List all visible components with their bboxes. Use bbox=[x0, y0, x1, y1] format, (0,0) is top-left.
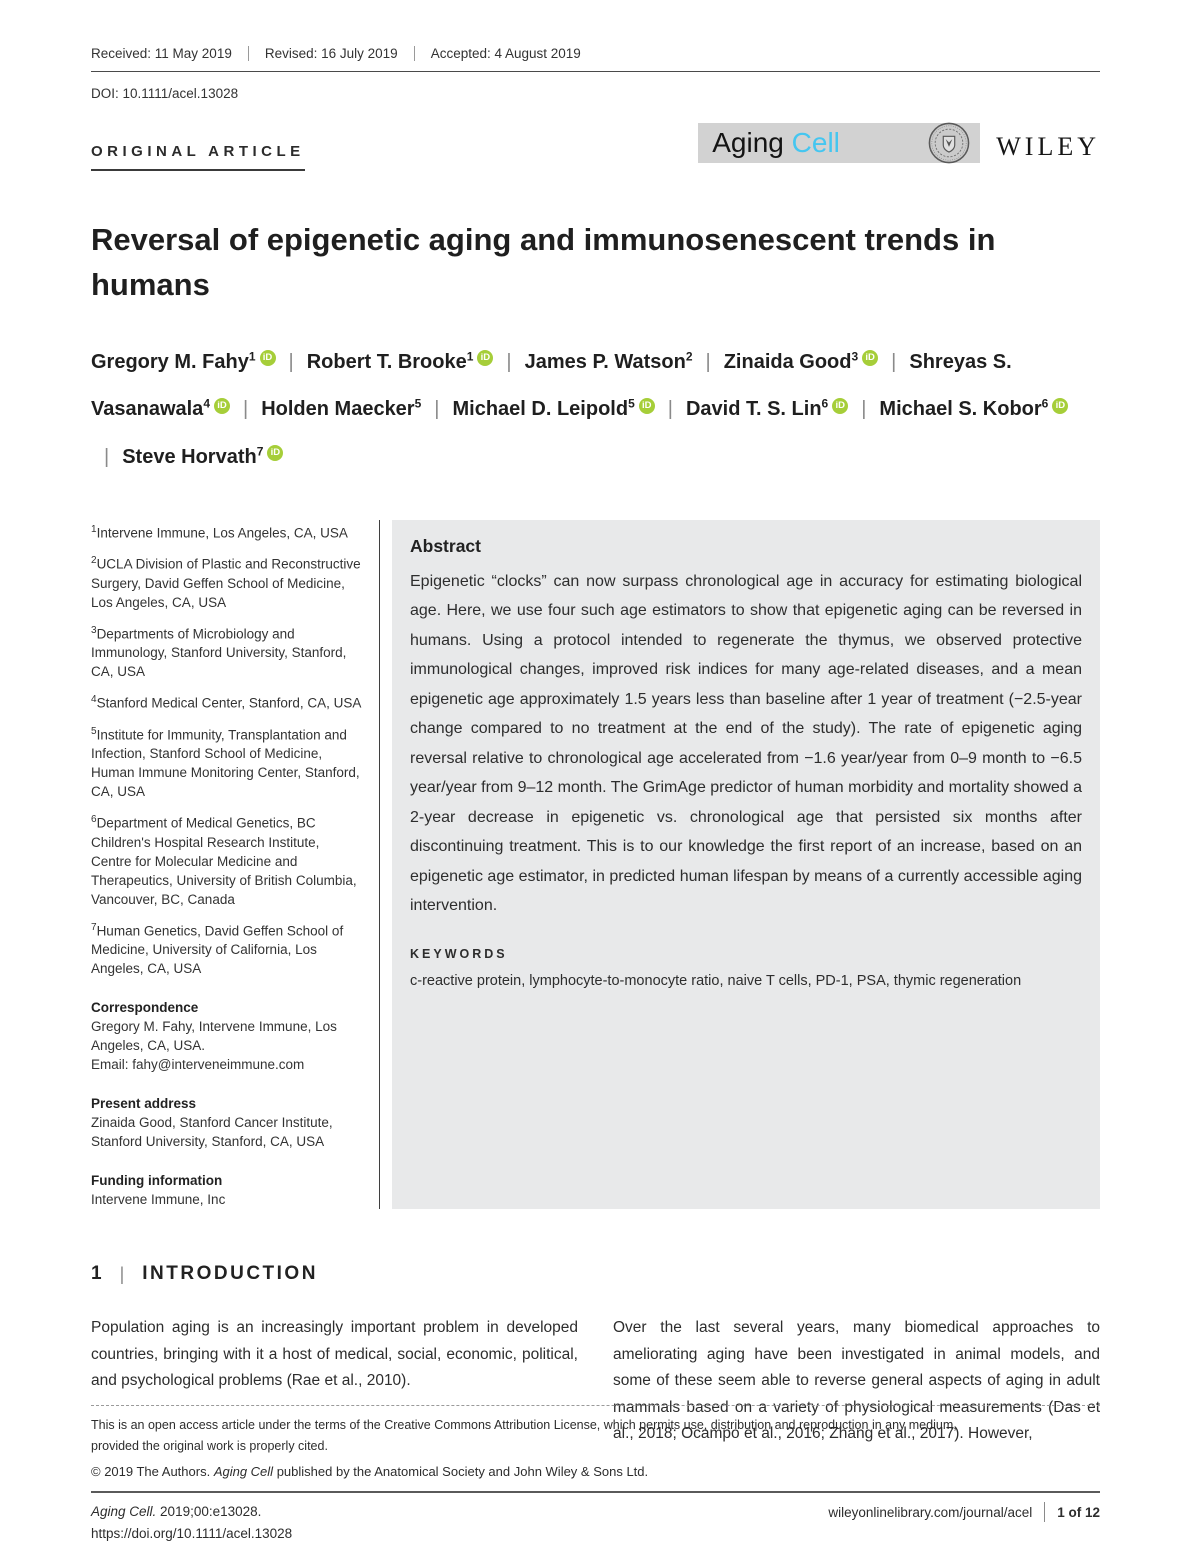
journal-name bbox=[712, 127, 840, 159]
section-heading-text: INTRODUCTION bbox=[142, 1263, 318, 1285]
author-separator: | bbox=[705, 350, 711, 373]
funding-block bbox=[91, 1171, 363, 1209]
author-separator: | bbox=[104, 445, 110, 468]
affiliation-column bbox=[91, 520, 379, 1210]
author-name: Michael D. Leipold$^5$ iD bbox=[452, 398, 654, 420]
author-separator: | bbox=[434, 398, 440, 421]
journal-name-black: Aging bbox=[712, 127, 792, 158]
affiliation-number: 4 bbox=[91, 694, 97, 706]
author-separator: | bbox=[861, 398, 867, 421]
correspondence-block bbox=[91, 998, 363, 1074]
funding-heading: Funding information bbox=[91, 1173, 223, 1189]
author-affiliation-number: 1 bbox=[248, 349, 256, 363]
affiliation-number: 1 bbox=[91, 523, 97, 535]
present-address-block bbox=[91, 1094, 363, 1151]
footer-divider bbox=[1044, 1502, 1045, 1522]
author-affiliation-number: 1 bbox=[466, 349, 474, 363]
orcid-icon[interactable]: iD bbox=[639, 398, 655, 414]
affiliation-number: 2 bbox=[91, 555, 97, 567]
open-access-statement bbox=[91, 1405, 1100, 1483]
orcid-icon[interactable]: iD bbox=[832, 398, 848, 414]
affiliation-item: $^2$UCLA Division of Plastic and Reconstructive Surgery, David Geffen School of Medicine, Los Angeles, CA, USA bbox=[91, 555, 361, 610]
author-separator: | bbox=[891, 350, 897, 373]
author-name: Shreyas S. Vasanawala$^4$ iD bbox=[91, 350, 1012, 421]
affiliation-number: 6 bbox=[91, 814, 97, 826]
copyright-post: published by the Anatomical Society and John Wiley & Sons Ltd. bbox=[273, 1463, 649, 1479]
author-name: James P. Watson$^2$ bbox=[524, 349, 693, 373]
author-affiliation-number: 4 bbox=[203, 396, 210, 411]
affiliations-and-abstract bbox=[91, 520, 1100, 1210]
section-number: 1 bbox=[91, 1263, 102, 1285]
present-address-heading: Present address bbox=[91, 1096, 197, 1112]
correspondence-heading: Correspondence bbox=[91, 1000, 199, 1016]
author-affiliation-number: 5 bbox=[414, 396, 422, 411]
affiliation-item: $^1$Intervene Immune, Los Angeles, CA, USA bbox=[91, 523, 348, 541]
orcid-icon[interactable]: iD bbox=[267, 445, 283, 461]
brand-row bbox=[91, 123, 1100, 185]
citation-bar bbox=[91, 1491, 1100, 1545]
open-access-line2: provided the original work is properly cited. bbox=[91, 1439, 328, 1453]
copyright-pre: © 2019 The Authors. bbox=[91, 1463, 214, 1479]
author-separator: | bbox=[288, 350, 294, 373]
funding-text: Intervene Immune, Inc bbox=[91, 1192, 226, 1208]
citation-line bbox=[91, 1501, 292, 1523]
affiliation-item: $^3$Departments of Microbiology and Immunology, Stanford University, Stanford, CA, USA bbox=[91, 624, 347, 680]
author-name: David T. S. Lin$^6$ iD bbox=[686, 398, 848, 420]
page-number: 1 of 12 bbox=[1057, 1504, 1100, 1520]
author-separator: | bbox=[243, 398, 249, 421]
author-list bbox=[91, 335, 1100, 478]
keywords-text: c-reactive protein, lymphocyte-to-monocyte ratio, naive T cells, PD-1, PSA, thymic regeneration bbox=[410, 972, 1022, 989]
affiliation-number: 5 bbox=[91, 725, 97, 737]
orcid-icon[interactable]: iD bbox=[214, 398, 230, 414]
abstract-box bbox=[392, 520, 1100, 1210]
citation-rest: 2019;00:e13028. bbox=[156, 1504, 262, 1519]
author-name: Michael S. Kobor$^6$ iD bbox=[879, 398, 1068, 420]
author-affiliation-number: 6 bbox=[1041, 396, 1049, 411]
abstract-text: Epigenetic “clocks” can now surpass chronological age in accuracy for estimating biological age. Here, we use four such age estimators to show that epigenetic aging can be reversed in humans. Using a protocol intended to regenerate the thymus, we observed protective immunological changes, improved risk indices for many age-related diseases, and a mean epigenetic age approximately 1.5 years less than baseline after 1 year of treatment (−2.5-year change compared to no treatment at the end of the study). The rate of epigenetic aging reversal relative to chronological age accelerated from −1.6 year/year from 0–9 month to −6.5 year/year from 9–12 month. The GrimAge predictor of human morbidity and mortality showed a 2-year decrease in epigenetic vs. chronological age that persisted six months after discontinuing treatment. This is to our knowledge the first report of an increase, based on an epigenetic age estimator, in predicted human lifespan by means of a currently accessible aging intervention. bbox=[410, 572, 1083, 915]
intro-right-column: Over the last several years, many biomedical approaches to ameliorating aging have been investigated in animal models, and some of these seem able to reverse general aspects of aging in adult mammals based on a variety of physiological measurements (Das et al., 2018; Ocampo et al., 2016; Zhang et al., 2017). However, bbox=[613, 1319, 1100, 1443]
received-date: Received: 11 May 2019 bbox=[91, 46, 232, 61]
present-address-text: Zinaida Good, Stanford Cancer Institute, Stanford University, Stanford, CA, USA bbox=[91, 1115, 333, 1150]
affiliation-number: 3 bbox=[91, 624, 97, 636]
revised-date: Revised: 16 July 2019 bbox=[248, 46, 414, 61]
citation-journal-name: Aging Cell. bbox=[91, 1504, 157, 1519]
author-name: Gregory M. Fahy$^1$ iD bbox=[91, 351, 276, 373]
affiliation-item: $^7$Human Genetics, David Geffen School of Medicine, University of California, Los Angeles, CA, USA bbox=[91, 921, 344, 977]
affiliation-number: 7 bbox=[91, 921, 97, 933]
aging-cell-logo bbox=[698, 123, 980, 163]
journal-brand bbox=[698, 123, 1100, 163]
author-affiliation-number: 5 bbox=[628, 396, 635, 411]
intro-left-column: Population aging is an increasingly important problem in developed countries, bringing with it a host of medical, social, economic, political, and psychological problems (Rae et al., 2010). bbox=[91, 1319, 578, 1390]
affiliation-item: $^5$Institute for Immunity, Transplantation and Infection, Stanford School of Medicine, Human Immune Monitoring Center, Stanford, CA, USA bbox=[91, 725, 360, 800]
orcid-icon[interactable]: iD bbox=[1052, 398, 1068, 414]
citation-left bbox=[91, 1501, 292, 1545]
journal-name-accent: Cell bbox=[791, 127, 840, 158]
accepted-date: Accepted: 4 August 2019 bbox=[414, 46, 597, 61]
doi-line[interactable]: DOI: 10.1111/acel.13028 bbox=[91, 86, 239, 101]
author-name: Zinaida Good$^3$ iD bbox=[724, 351, 878, 373]
anatomical-society-seal-icon bbox=[928, 122, 970, 164]
section-heading-introduction bbox=[91, 1263, 1100, 1285]
section-heading-separator: | bbox=[119, 1263, 125, 1284]
orcid-icon[interactable]: iD bbox=[260, 350, 276, 366]
copyright-line bbox=[91, 1461, 1100, 1483]
page-footer bbox=[91, 1405, 1100, 1546]
author-affiliation-number: 2 bbox=[685, 349, 693, 363]
author-name: Robert T. Brooke$^1$ iD bbox=[307, 351, 494, 373]
column-divider bbox=[379, 520, 380, 1210]
copyright-journal-name: Aging Cell bbox=[213, 1463, 274, 1479]
author-affiliation-number: 7 bbox=[256, 444, 264, 459]
open-access-line1: This is an open access article under the terms of the Creative Commons Attribution License, which permits use, distribution and reproduction in any medium, bbox=[91, 1417, 957, 1432]
author-name: Holden Maecker$^5$ bbox=[261, 396, 422, 421]
received-revised-accepted-bar bbox=[91, 46, 1100, 72]
abstract-heading: Abstract bbox=[410, 535, 481, 556]
correspondence-address: Gregory M. Fahy, Intervene Immune, Los Angeles, CA, USA. bbox=[91, 1019, 337, 1054]
affiliation-item: $^6$Department of Medical Genetics, BC Children's Hospital Research Institute, Centre for Molecular Medicine and Therapeutics, University of British Columbia, Vancouver, BC, Canada bbox=[91, 814, 357, 907]
journal-url[interactable]: wileyonlinelibrary.com/journal/acel bbox=[828, 1504, 1033, 1520]
orcid-icon[interactable]: iD bbox=[862, 350, 878, 366]
correspondence-email[interactable]: Email: fahy@interveneimmune.com bbox=[91, 1057, 305, 1073]
article-type-label: ORIGINAL ARTICLE bbox=[91, 143, 305, 171]
author-affiliation-number: 3 bbox=[851, 349, 859, 363]
citation-right bbox=[828, 1502, 1100, 1522]
author-affiliation-number: 6 bbox=[821, 396, 829, 411]
keywords-heading: KEYWORDS bbox=[410, 946, 508, 961]
wiley-logo: WILEY bbox=[996, 131, 1100, 161]
author-name: Steve Horvath$^7$ iD bbox=[122, 446, 283, 468]
article-title: Reversal of epigenetic aging and immunosenescent trends in humans bbox=[91, 222, 996, 302]
affiliation-list bbox=[91, 520, 363, 979]
author-separator: | bbox=[506, 350, 512, 373]
citation-doi-url[interactable]: https://doi.org/10.1111/acel.13028 bbox=[91, 1526, 293, 1541]
orcid-icon[interactable]: iD bbox=[477, 350, 493, 366]
author-separator: | bbox=[667, 398, 673, 421]
affiliation-item: $^4$Stanford Medical Center, Stanford, CA, USA bbox=[91, 694, 362, 711]
